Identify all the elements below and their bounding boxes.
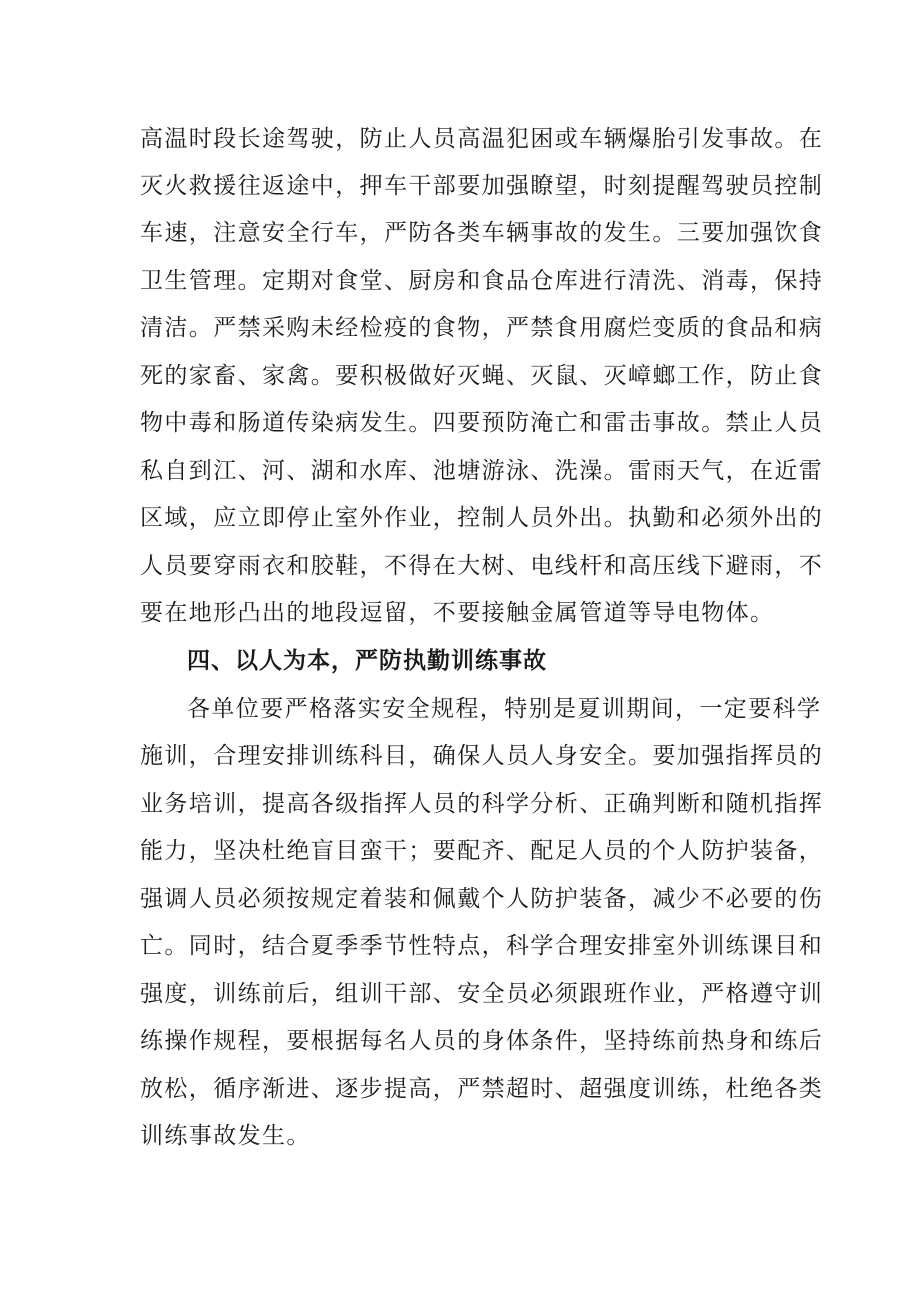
text-line: 放松，循序渐进、逐步提高，严禁超时、超强度训练，杜绝各类 — [140, 1076, 824, 1102]
text-line: 能力，坚决杜绝盲目蛮干；要配齐、配足人员的个人防护装备， — [140, 838, 824, 864]
text-line: 车速，注意安全行车，严防各类车辆事故的发生。三要加强饮食 — [140, 220, 824, 246]
text-line: 施训，合理安排训练科目，确保人员人身安全。要加强指挥员的 — [140, 743, 824, 769]
text-line: 区域，应立即停止室外作业，控制人员外出。执勤和必须外出的 — [140, 505, 824, 531]
text-line: 灭火救援往返途中，押车干部要加强瞭望，时刻提醒驾驶员控制 — [140, 173, 824, 199]
text-line: 私自到江、河、湖和水库、池塘游泳、洗澡。雷雨天气，在近雷 — [140, 458, 824, 484]
text-line: 人员要穿雨衣和胶鞋，不得在大树、电线杆和高压线下避雨，不 — [140, 553, 824, 579]
text-line: 高温时段长途驾驶，防止人员高温犯困或车辆爆胎引发事故。在 — [140, 126, 824, 152]
text-line: 要在地形凸出的地段逗留，不要接触金属管道等导电物体。 — [140, 600, 775, 626]
text-line: 物中毒和肠道传染病发生。四要预防淹亡和雷击事故。禁止人员 — [140, 410, 824, 436]
text-line: 清洁。严禁采购未经检疫的食物，严禁食用腐烂变质的食品和病 — [140, 315, 824, 341]
text-line: 各单位要严格落实安全规程，特别是夏训期间，一定要科学 — [187, 696, 822, 722]
text-line: 强调人员必须按规定着装和佩戴个人防护装备，减少不必要的伤 — [140, 886, 824, 912]
text-line: 卫生管理。定期对食堂、厨房和食品仓库进行清洗、消毒，保持 — [140, 268, 824, 294]
text-line: 练操作规程，要根据每名人员的身体条件，坚持练前热身和练后 — [140, 1028, 824, 1054]
text-line: 业务培训，提高各级指挥人员的科学分析、正确判断和随机指挥 — [140, 791, 824, 817]
text-line: 训练事故发生。 — [140, 1123, 311, 1149]
text-line: 强度，训练前后，组训干部、安全员必须跟班作业，严格遵守训 — [140, 981, 824, 1007]
text-line: 死的家畜、家禽。要积极做好灭蝇、灭鼠、灭嶂螂工作，防止食 — [140, 363, 824, 389]
text-line: 亡。同时，结合夏季季节性特点，科学合理安排室外训练课目和 — [140, 933, 824, 959]
section-heading: 四、以人为本，严防执勤训练事故 — [187, 648, 547, 674]
